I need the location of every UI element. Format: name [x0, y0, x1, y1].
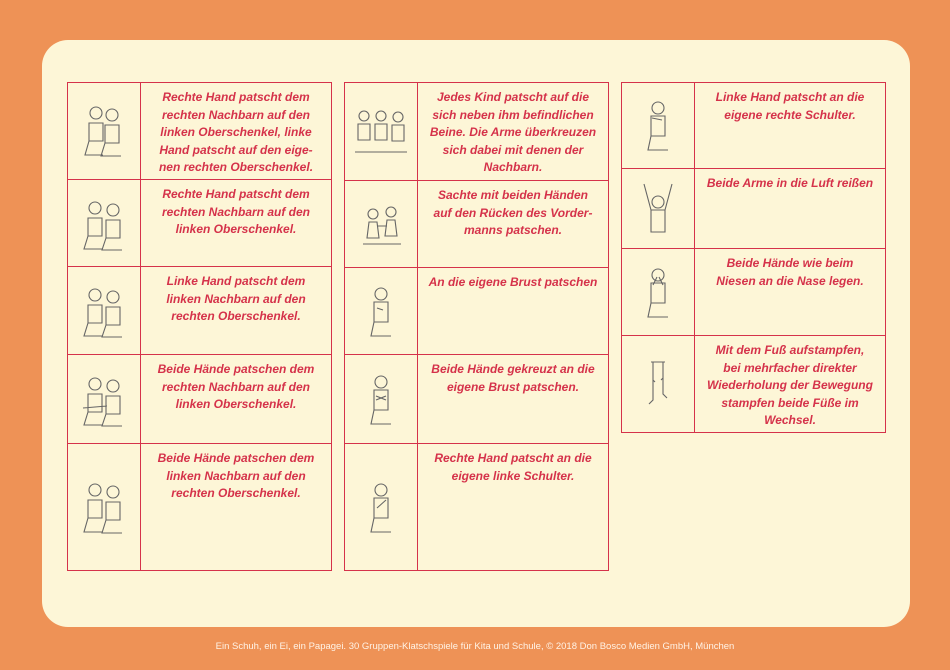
table-row [345, 83, 608, 180]
table-row [68, 83, 331, 179]
instruction-text: Linke Hand patscht an die eigene rechte Schulter. [715, 90, 865, 122]
instruction-text: An die eigene Brust patschen [428, 275, 598, 289]
instruction-text: Beide Hände patschen dem rechten Nachbarn auf den linken Oberschenkel. [157, 362, 315, 411]
instruction-text: Beide Hände wie beim Niesen an die Nase legen. [716, 256, 864, 288]
instruction-text: Beide Hände gekreuzt an die eigene Brust patschen. [431, 362, 595, 394]
two-children-kneeling-icon [68, 83, 141, 179]
table-row [622, 168, 885, 249]
column-3 [621, 82, 886, 433]
instruction-text: Rechte Hand patscht an die eigene linke Schulter. [434, 451, 592, 483]
child-kneeling-icon [622, 83, 695, 168]
table-row [345, 267, 608, 355]
instruction-text: Linke Hand patscht dem linken Nachbarn auf den rechten Oberschenkel. [166, 274, 306, 323]
instruction-text: Jedes Kind patscht auf die sich neben ihm befindlichen Beine. Die Arme überkreuzen sich dabei mit denen der Nachbarn. [429, 90, 597, 174]
two-children-kneeling-icon [68, 355, 141, 444]
instruction-text: Rechte Hand patscht dem rechten Nachbarn auf den linken Oberschenkel, linke Hand patscht auf den eige- nen rechten Oberschenkel. [158, 90, 314, 174]
arms-raised-icon [622, 169, 695, 249]
instruction-text: Beide Arme in die Luft reißen [706, 176, 874, 190]
table-row [622, 248, 885, 336]
card-panel [42, 40, 910, 627]
table-row [622, 83, 885, 168]
children-in-line-icon [345, 181, 418, 268]
legs-stamping-icon [622, 336, 695, 433]
child-kneeling-icon [345, 355, 418, 444]
instruction-text: Rechte Hand patscht dem rechten Nachbarn auf den linken Oberschenkel. [161, 187, 311, 236]
table-row [345, 180, 608, 268]
table-row [68, 266, 331, 355]
child-kneeling-icon [345, 268, 418, 355]
instruction-text: Sachte mit beiden Händen auf den Rücken des Vorder- manns patschen. [433, 188, 593, 237]
child-kneeling-icon [345, 444, 418, 571]
two-children-kneeling-icon [68, 444, 141, 571]
table-row [345, 354, 608, 444]
column-1 [67, 82, 332, 571]
table-row [622, 335, 885, 433]
two-children-kneeling-icon [68, 267, 141, 355]
table-row [68, 354, 331, 444]
table-row [345, 443, 608, 571]
two-children-kneeling-icon [68, 180, 141, 267]
table-row [68, 179, 331, 267]
instruction-text: Beide Hände patschen dem linken Nachbarn auf den rechten Oberschenkel. [157, 451, 315, 500]
footer-credit: Ein Schuh, ein Ei, ein Papagei. 30 Gruppen-Klatschspiele für Kita und Schule, © 2018 Don Bosco Medien GmbH, München [215, 641, 735, 652]
table-row [68, 443, 331, 571]
column-2 [344, 82, 609, 571]
child-kneeling-icon [622, 249, 695, 336]
instruction-text: Mit dem Fuß aufstampfen, bei mehrfacher direkter Wiederholung der Bewegung stampfen beide Füße im Wechsel. [707, 343, 873, 427]
three-children-kneeling-icon [345, 83, 418, 180]
